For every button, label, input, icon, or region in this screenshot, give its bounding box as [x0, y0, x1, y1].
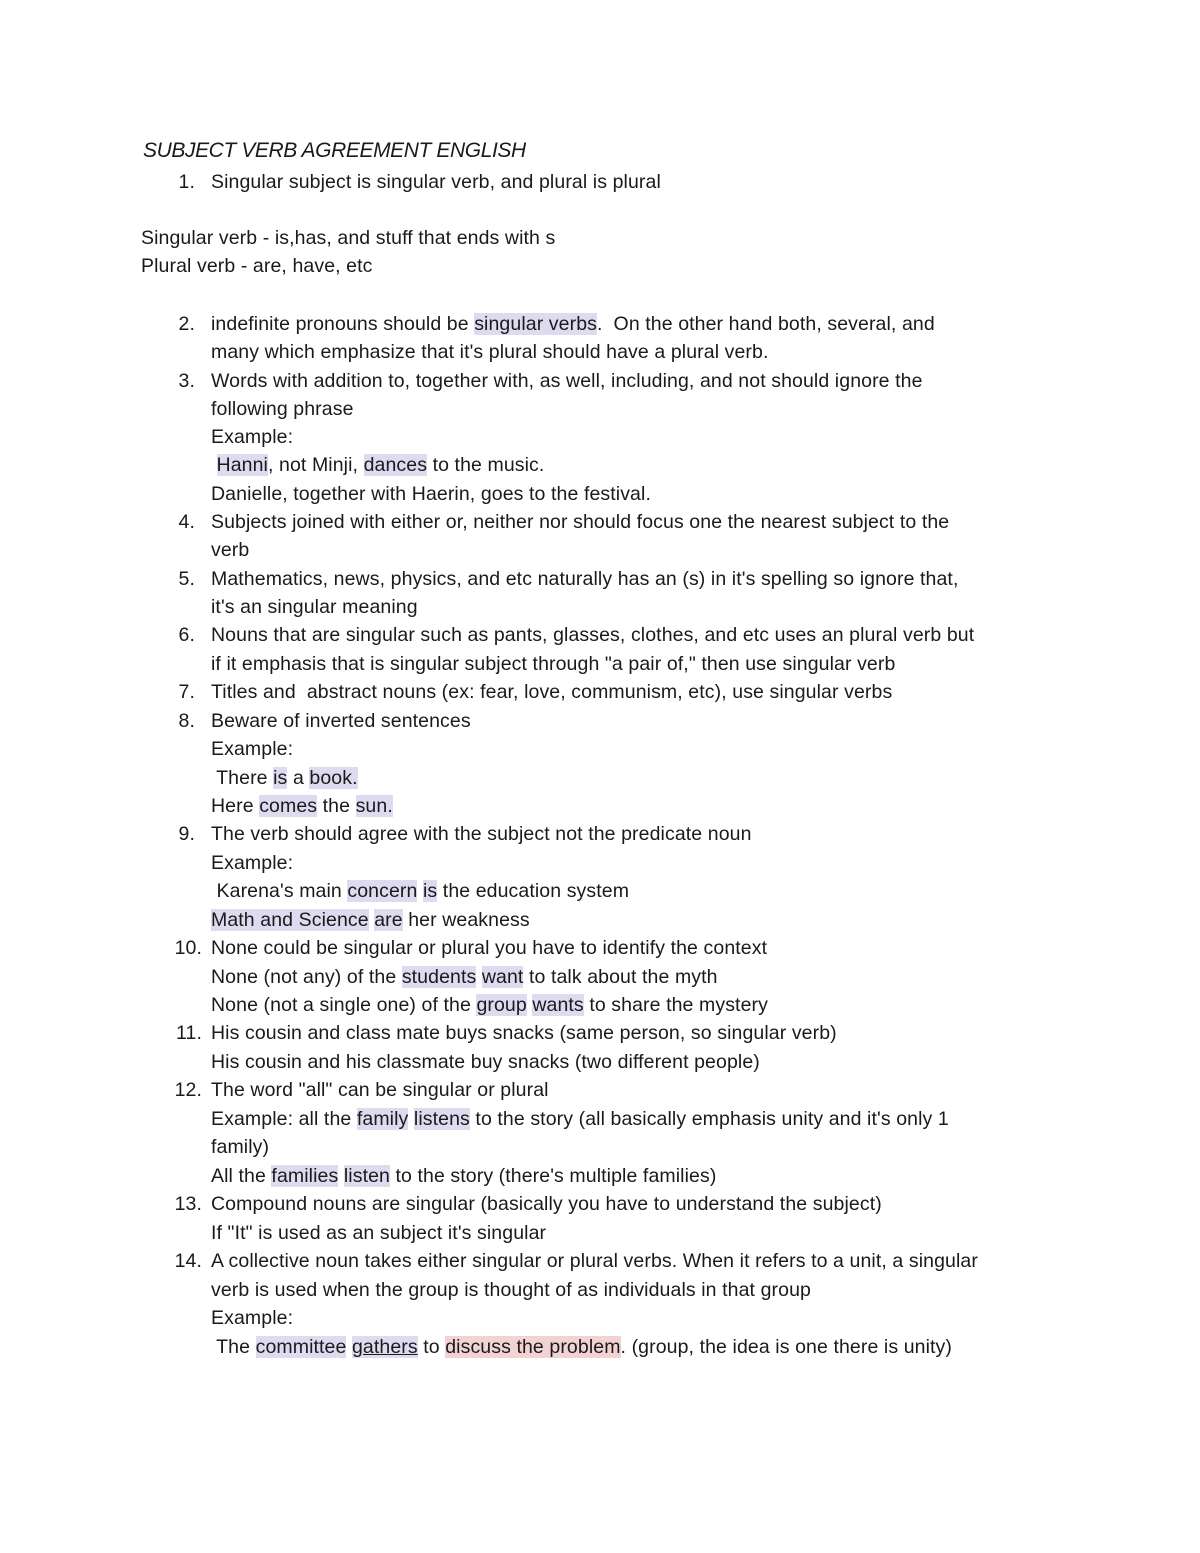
text-span: None could be singular or plural you have to identify the context	[211, 937, 768, 959]
text-span: , not Minji,	[267, 454, 364, 476]
line-text	[211, 650, 895, 678]
list-number: 3.	[178, 370, 195, 392]
highlighted-text-red: discuss the problem	[445, 1336, 621, 1358]
line-text	[211, 1133, 269, 1161]
line-text	[211, 1304, 293, 1332]
list-item-continuation	[0, 792, 1160, 820]
list-number: 11.	[176, 1022, 202, 1044]
list-item	[0, 621, 1160, 649]
list-item-continuation	[0, 1048, 1160, 1076]
list-item-continuation	[0, 764, 1160, 792]
line-text	[211, 423, 293, 451]
highlighted-text: book.	[309, 767, 358, 789]
line-text	[211, 451, 544, 479]
line-text	[211, 1333, 952, 1361]
text-span: verb	[211, 539, 250, 561]
line-text	[211, 764, 358, 792]
list-item	[0, 310, 1160, 338]
highlighted-text: family	[356, 1108, 409, 1130]
line-text	[211, 1276, 811, 1304]
list-item	[0, 820, 1160, 848]
line-text	[211, 707, 471, 735]
list-item-continuation	[0, 849, 1160, 877]
line-text	[211, 593, 418, 621]
list-number: 6.	[178, 624, 195, 646]
text-span: it's an singular meaning	[211, 596, 418, 618]
text-span: Example:	[211, 426, 294, 448]
list-number: 14.	[174, 1250, 202, 1272]
line-text	[211, 963, 718, 991]
list-item-continuation	[0, 1304, 1160, 1332]
list-item	[0, 168, 1160, 196]
line-text	[211, 678, 892, 706]
list-item	[0, 1076, 1160, 1104]
list-item-continuation	[0, 1133, 1160, 1161]
list-item	[0, 508, 1160, 536]
text-span: to	[417, 1336, 446, 1358]
list-item-continuation	[0, 395, 1160, 423]
line-text	[211, 338, 769, 366]
text-span: her weakness	[402, 909, 530, 931]
text-span: Singular subject is singular verb, and plural is plural	[211, 171, 661, 193]
text-span: A collective noun takes either singular or plural verbs. When it refers to a unit, a singular	[211, 1250, 978, 1272]
paragraph-line	[0, 252, 1160, 280]
text-span: to the story (all basically emphasis unity and it's only 1	[469, 1108, 949, 1130]
line-text	[211, 792, 393, 820]
list-item	[0, 367, 1160, 395]
highlighted-text: listens	[413, 1108, 470, 1130]
text-span: if it emphasis that is singular subject through "a pair of," then use singular verb	[211, 653, 896, 675]
text-span: All the	[211, 1165, 272, 1187]
list-item-continuation	[0, 735, 1160, 763]
text-span: Example:	[211, 738, 294, 760]
text-span: There	[211, 767, 274, 789]
highlighted-text: want	[481, 966, 524, 988]
line-text	[211, 820, 752, 848]
text-span: many which emphasize that it's plural should have a plural verb.	[211, 341, 769, 363]
text-span: family)	[211, 1136, 270, 1158]
list-item-continuation	[0, 650, 1160, 678]
line-text	[211, 367, 923, 395]
line-text	[211, 1048, 760, 1076]
list-item	[0, 1247, 1160, 1275]
line-text	[211, 310, 935, 338]
list-item	[0, 1190, 1160, 1218]
highlighted-text: group	[476, 994, 527, 1016]
paragraph-line	[0, 224, 1160, 252]
list-item-continuation	[0, 1219, 1160, 1247]
highlighted-text: concern	[347, 880, 418, 902]
text-span: If "It" is used as an subject it's singular	[211, 1222, 547, 1244]
highlighted-text: singular verbs	[474, 313, 597, 335]
line-text	[211, 168, 661, 196]
highlighted-text: students	[401, 966, 477, 988]
text-span: a	[287, 767, 310, 789]
text-span: Plural verb - are, have, etc	[141, 255, 373, 277]
line-text	[211, 934, 767, 962]
highlighted-text: gathers	[351, 1336, 418, 1358]
text-span: Here	[211, 795, 260, 817]
highlighted-text: families	[271, 1165, 339, 1187]
text-span: the education system	[437, 880, 630, 902]
line-text	[211, 480, 651, 508]
highlighted-text: dances	[363, 454, 428, 476]
line-text	[211, 536, 249, 564]
text-span: His cousin and his classmate buy snacks (two different people)	[211, 1051, 760, 1073]
text-span: to share the mystery	[583, 994, 768, 1016]
text-span: Titles and abstract nouns (ex: fear, love, communism, etc), use singular verbs	[211, 681, 893, 703]
highlighted-text: wants	[532, 994, 584, 1016]
text-span: The	[211, 1336, 256, 1358]
line-text	[211, 508, 949, 536]
text-span: Compound nouns are singular (basically you have to understand the subject)	[211, 1193, 882, 1215]
highlighted-text: Math and Science	[211, 909, 369, 931]
text-span: following phrase	[211, 398, 354, 420]
text-span: Mathematics, news, physics, and etc naturally has an (s) in it's spelling so ignore that,	[211, 568, 959, 590]
line-text	[211, 1190, 882, 1218]
list-number: 7.	[178, 681, 195, 703]
line-text	[211, 1162, 716, 1190]
line-text	[211, 1219, 546, 1247]
text-span: His cousin and class mate buys snacks (same person, so singular verb)	[211, 1022, 837, 1044]
line-text	[211, 877, 629, 905]
list-item-continuation	[0, 536, 1160, 564]
text-span: Example: all the	[211, 1108, 357, 1130]
text-span: indefinite pronouns should be	[211, 313, 475, 335]
list-number: 10.	[174, 937, 202, 959]
list-item-continuation	[0, 480, 1160, 508]
highlighted-text: are	[374, 909, 403, 931]
text-span	[211, 454, 217, 476]
list-item-continuation	[0, 1333, 1160, 1361]
text-span: verb is used when the group is thought of as individuals in that group	[211, 1279, 811, 1301]
highlighted-text: committee	[255, 1336, 347, 1358]
line-text	[141, 224, 555, 252]
text-span: None (not a single one) of the	[211, 994, 477, 1016]
list-item-continuation	[0, 877, 1160, 905]
list-number: 12.	[174, 1079, 202, 1101]
line-text	[211, 735, 293, 763]
text-span: . (group, the idea is one there is unity)	[620, 1336, 952, 1358]
list-number: 2.	[178, 313, 195, 335]
list-item-continuation	[0, 906, 1160, 934]
line-text	[211, 565, 958, 593]
line-text	[211, 991, 768, 1019]
list-number: 8.	[178, 710, 195, 732]
list-item	[0, 934, 1160, 962]
text-span: Danielle, together with Haerin, goes to the festival.	[211, 483, 651, 505]
document-title: SUBJECT VERB AGREEMENT ENGLISH	[143, 139, 526, 162]
text-span: Singular verb - is,has, and stuff that ends with s	[141, 227, 556, 249]
highlighted-text: Hanni	[216, 454, 268, 476]
list-item	[0, 1019, 1160, 1047]
line-text	[211, 1105, 949, 1133]
text-span: Words with addition to, together with, as well, including, and not should ignore the	[211, 370, 923, 392]
line-text	[211, 906, 530, 934]
text-span: Example:	[211, 852, 294, 874]
line-text	[211, 849, 293, 877]
list-item	[0, 707, 1160, 735]
highlighted-text: is	[422, 880, 438, 902]
text-span: to the music.	[427, 454, 545, 476]
list-item-continuation	[0, 338, 1160, 366]
list-item-continuation	[0, 963, 1160, 991]
highlighted-text: is	[273, 767, 288, 789]
line-text	[211, 1019, 837, 1047]
list-number: 4.	[178, 511, 195, 533]
highlighted-text: listen	[343, 1165, 390, 1187]
text-span: to talk about the myth	[523, 966, 718, 988]
list-item-continuation	[0, 593, 1160, 621]
text-span: to the story (there's multiple families)	[389, 1165, 717, 1187]
text-span: Example:	[211, 1307, 294, 1329]
text-span: Karena's main	[211, 880, 348, 902]
list-item-continuation	[0, 991, 1160, 1019]
text-span: The verb should agree with the subject not the predicate noun	[211, 823, 752, 845]
list-item-continuation	[0, 1276, 1160, 1304]
text-span: the	[317, 795, 356, 817]
highlighted-text: sun.	[355, 795, 393, 817]
text-span: The word "all" can be singular or plural	[211, 1079, 549, 1101]
list-number: 5.	[178, 568, 195, 590]
line-text	[141, 252, 373, 280]
list-item-continuation	[0, 451, 1160, 479]
list-number: 13.	[174, 1193, 202, 1215]
list-item	[0, 565, 1160, 593]
text-span: Beware of inverted sentences	[211, 710, 471, 732]
text-span: . On the other hand both, several, and	[597, 313, 935, 335]
list-item-continuation	[0, 1162, 1160, 1190]
highlighted-text: comes	[259, 795, 318, 817]
list-item-continuation	[0, 1105, 1160, 1133]
text-span: None (not any) of the	[211, 966, 402, 988]
list-number: 1.	[178, 171, 195, 193]
list-number: 9.	[178, 823, 195, 845]
list-item	[0, 678, 1160, 706]
line-text	[211, 1076, 549, 1104]
text-span: Subjects joined with either or, neither nor should focus one the nearest subject to the	[211, 511, 950, 533]
line-text	[211, 621, 974, 649]
list-item-continuation	[0, 423, 1160, 451]
text-span: Nouns that are singular such as pants, glasses, clothes, and etc uses an plural verb but	[211, 624, 975, 646]
line-text	[211, 395, 354, 423]
line-text	[211, 1247, 978, 1275]
